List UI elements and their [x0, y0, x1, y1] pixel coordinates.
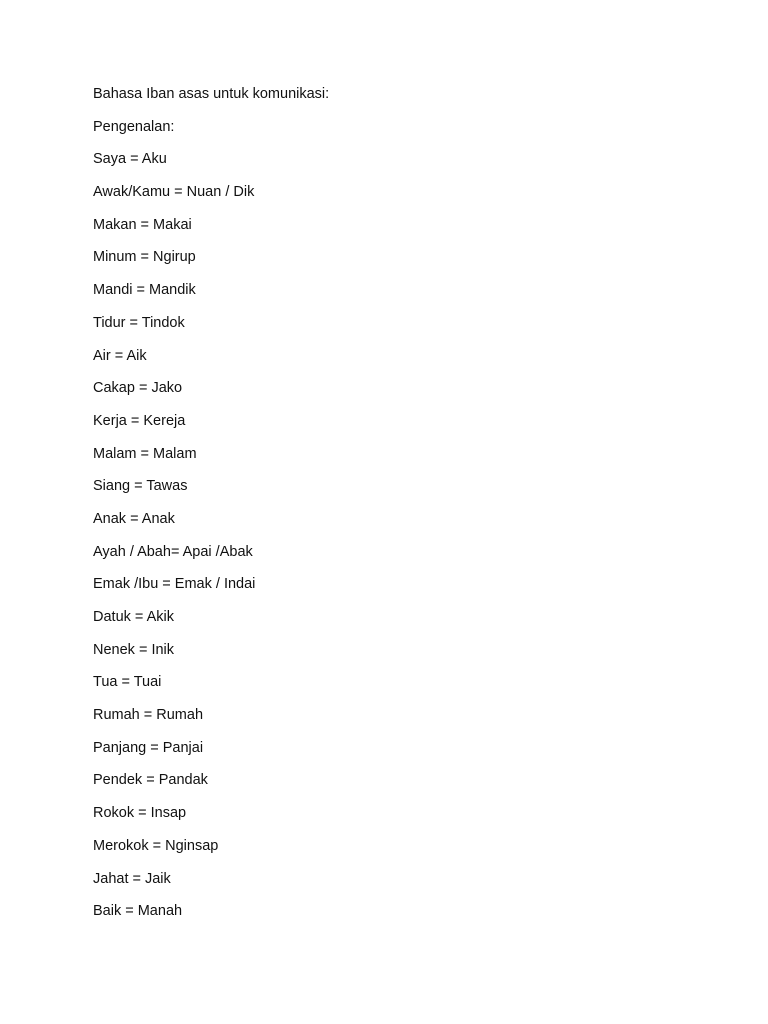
- vocab-entry: Jahat = Jaik: [93, 870, 171, 887]
- vocab-entry: Ayah / Abah= Apai /Abak: [93, 543, 253, 560]
- vocab-entry: Anak = Anak: [93, 510, 175, 527]
- vocab-entry: Pendek = Pandak: [93, 772, 208, 789]
- vocab-entry: Cakap = Jako: [93, 380, 183, 397]
- vocab-entry: Panjang = Panjai: [93, 739, 204, 756]
- vocab-entry: Siang = Tawas: [93, 478, 188, 495]
- vocab-entry: Baik = Manah: [93, 903, 183, 920]
- document-content: [93, 86, 693, 936]
- vocab-entry: Air = Aik: [93, 347, 147, 364]
- vocab-entry: Makan = Makai: [93, 216, 192, 233]
- vocab-entry: Awak/Kamu = Nuan / Dik: [93, 184, 255, 201]
- vocab-entry: Rumah = Rumah: [93, 707, 204, 724]
- vocab-entry: Tua = Tuai: [93, 674, 162, 691]
- vocab-entry: Nenek = Inik: [93, 641, 175, 658]
- vocab-entry: Tidur = Tindok: [93, 314, 185, 331]
- vocab-entry: Malam = Malam: [93, 445, 197, 462]
- vocab-entry: Kerja = Kereja: [93, 412, 186, 429]
- vocab-entry: Datuk = Akik: [93, 609, 174, 625]
- document-title: Bahasa Iban asas untuk komunikasi:: [93, 86, 330, 102]
- vocab-entry: Minum = Ngirup: [93, 249, 196, 266]
- vocab-entry: Emak /Ibu = Emak / Indai: [93, 576, 256, 593]
- vocab-entry: Saya = Aku: [93, 151, 167, 168]
- vocab-entry: Mandi = Mandik: [93, 282, 196, 299]
- vocab-entry: Merokok = Nginsap: [93, 837, 219, 854]
- section-heading: Pengenalan:: [93, 118, 175, 135]
- vocab-entry: Rokok = Insap: [93, 805, 187, 822]
